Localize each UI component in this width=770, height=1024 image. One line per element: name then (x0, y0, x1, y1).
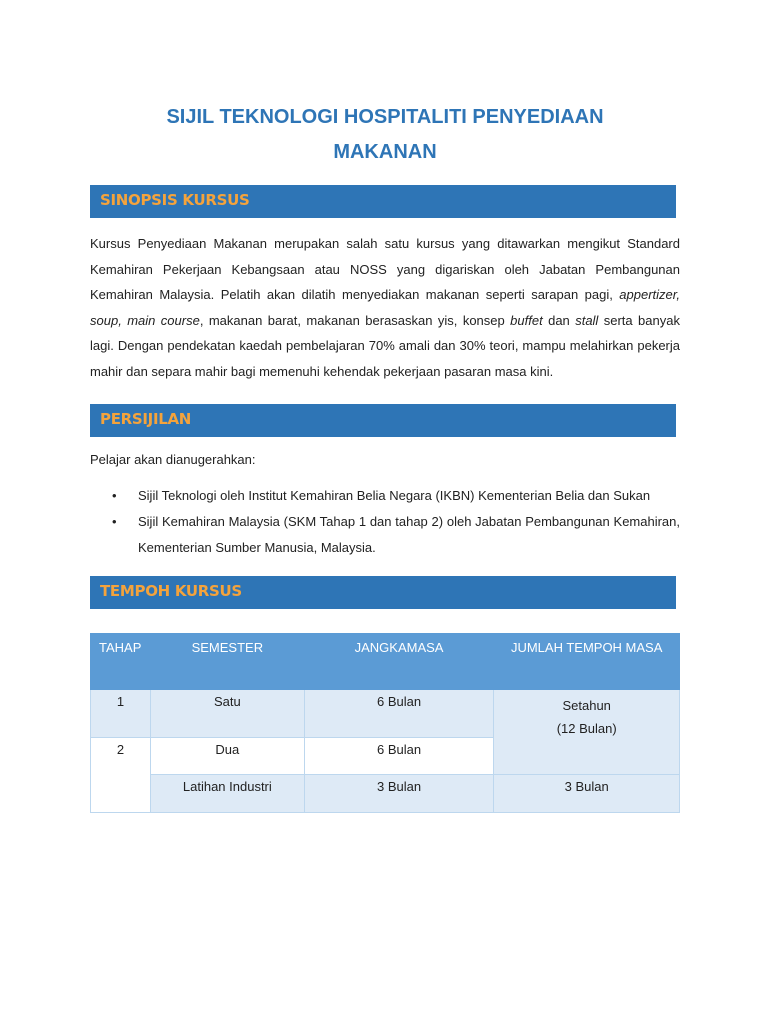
cell-tahap: 1 (91, 690, 151, 738)
cell-jangkamasa: 6 Bulan (304, 690, 494, 738)
page-title (90, 100, 680, 170)
cell-semester: Dua (150, 738, 304, 775)
table-row (91, 690, 680, 738)
header-tahap: TAHAP (91, 634, 151, 690)
section-header-sinopsis (90, 185, 676, 218)
bullet-icon: • (112, 488, 117, 503)
section-header-tempoh (90, 576, 676, 609)
synopsis-paragraph (90, 231, 680, 384)
cell-jangkamasa: 3 Bulan (304, 775, 494, 813)
section-header-persijilan (90, 404, 676, 437)
bullet-icon: • (112, 514, 117, 529)
synopsis-italic-1: appertizer, soup, main course (90, 287, 680, 328)
header-jumlah: JUMLAH TEMPOH MASA (494, 634, 680, 690)
duration-table (90, 633, 680, 813)
cell-semester: Satu (150, 690, 304, 738)
certification-item (90, 483, 680, 509)
title-line-2: MAKANAN (333, 141, 437, 163)
synopsis-italic-2: buffet (510, 312, 543, 328)
cell-jumlah: 3 Bulan (494, 775, 680, 813)
certification-item-text: Sijil Kemahiran Malaysia (SKM Tahap 1 dan tahap 2) oleh Jabatan Pembangunan Kemahiran, Kementerian Sumber Manusia, Malaysia. (138, 514, 680, 555)
certification-list (90, 483, 680, 561)
total-line-1: Setahun (562, 698, 611, 713)
cell-tahap: 2 (91, 738, 151, 813)
certification-item-text: Sijil Teknologi oleh Institut Kemahiran Belia Negara (IKBN) Kementerian Belia dan Sukan (138, 488, 651, 503)
synopsis-text-3: dan (542, 312, 576, 328)
cell-jumlah (494, 690, 680, 775)
cell-jangkamasa: 6 Bulan (304, 738, 494, 775)
cell-semester: Latihan Industri (150, 775, 304, 813)
synopsis-text-2: , makanan barat, makanan berasaskan yis, konsep (199, 312, 511, 328)
table-row (91, 775, 680, 813)
synopsis-text-1: Kursus Penyediaan Makanan merupakan salah satu kursus yang ditawarkan mengikut Standard Kemahiran Pekerjaan Kebangsaan atau NOSS yang digariskan oleh Jabatan Pembangunan Kemahiran Malaysia. Pelatih akan dilatih menyediakan makanan seperti sarapan pagi, (90, 236, 680, 302)
section-title-sinopsis: SINOPSIS KURSUS (100, 191, 250, 209)
section-title-tempoh: TEMPOH KURSUS (100, 582, 242, 600)
table-header-row (91, 634, 680, 690)
synopsis-italic-3: stall (575, 312, 599, 328)
section-title-persijilan: PERSIJILAN (100, 410, 192, 428)
certification-item (90, 509, 680, 561)
certification-lead: Pelajar akan dianugerahkan: (90, 452, 256, 467)
title-line-1: SIJIL TEKNOLOGI HOSPITALITI PENYEDIAAN (166, 106, 604, 128)
header-jangkamasa: JANGKAMASA (304, 634, 494, 690)
total-line-2: (12 Bulan) (556, 721, 617, 736)
synopsis-text-4: serta banyak lagi. Dengan pendekatan kaedah pembelajaran 70% amali dan 30% teori, mampu melahirkan pekerja mahir dan separa mahir bagi memenuhi kehendak pekerjaan pasaran masa kini. (90, 312, 680, 379)
header-semester: SEMESTER (150, 634, 304, 690)
